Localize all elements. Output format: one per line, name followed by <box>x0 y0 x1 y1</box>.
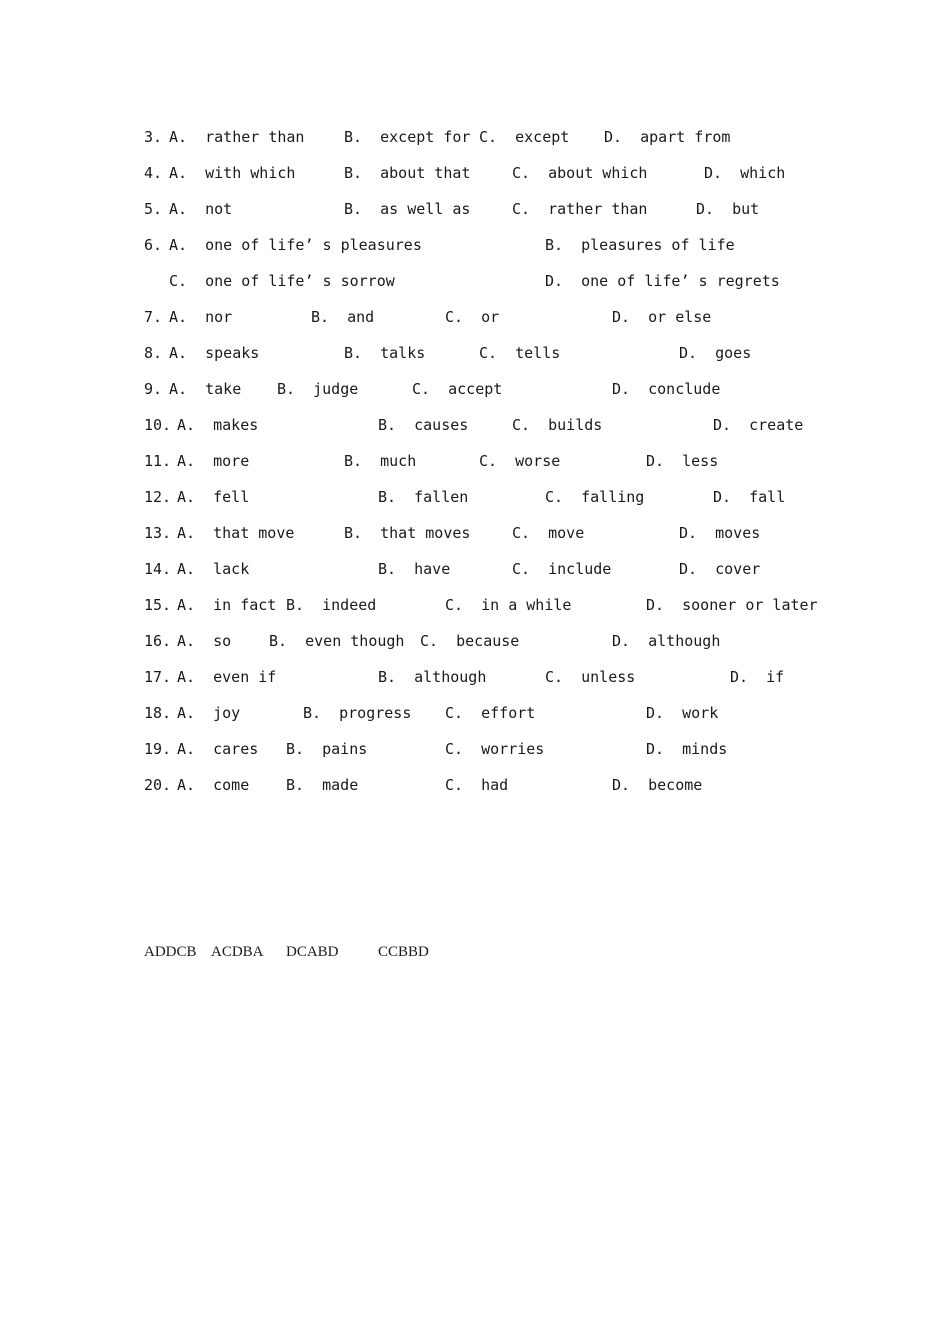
question-number: 12. <box>144 488 172 506</box>
option-d: D. work <box>646 704 719 722</box>
option-b: B. judge <box>277 380 359 398</box>
option-a: A. so <box>177 632 232 650</box>
option-b: B. pains <box>286 740 368 758</box>
option-a: A. more <box>177 452 250 470</box>
option-c: C. unless <box>545 668 636 686</box>
option-a: A. cares <box>177 740 259 758</box>
option-d: D. moves <box>679 524 761 542</box>
option-c: C. one of life’ s sorrow <box>169 272 395 290</box>
option-c: C. because <box>420 632 520 650</box>
option-b: B. and <box>311 308 375 326</box>
option-b: B. indeed <box>286 596 377 614</box>
option-a: A. one of life’ s pleasures <box>169 236 422 254</box>
question-row <box>0 126 950 148</box>
option-a: A. in fact <box>177 596 277 614</box>
option-a: A. with which <box>169 164 296 182</box>
option-a: A. that move <box>177 524 295 542</box>
question-row <box>0 594 950 616</box>
option-d: D. if <box>730 668 785 686</box>
option-c: C. accept <box>412 380 503 398</box>
option-a: A. rather than <box>169 128 305 146</box>
question-row <box>0 774 950 796</box>
option-c: C. rather than <box>512 200 648 218</box>
option-b: B. fallen <box>378 488 469 506</box>
question-row <box>0 342 950 364</box>
option-b: B. although <box>378 668 487 686</box>
question-row <box>0 306 950 328</box>
option-a: A. not <box>169 200 233 218</box>
option-a: A. take <box>169 380 242 398</box>
question-row <box>0 162 950 184</box>
option-c: C. about which <box>512 164 648 182</box>
question-number: 19. <box>144 740 172 758</box>
option-c: C. builds <box>512 416 603 434</box>
option-c: C. except <box>479 128 570 146</box>
question-number: 3. <box>144 128 163 146</box>
option-a: A. lack <box>177 560 250 578</box>
option-d: D. fall <box>713 488 786 506</box>
option-a: A. speaks <box>169 344 260 362</box>
option-a: A. even if <box>177 668 277 686</box>
option-a: A. makes <box>177 416 259 434</box>
question-number: 6. <box>144 236 163 254</box>
option-d: D. minds <box>646 740 728 758</box>
option-b: B. as well as <box>344 200 471 218</box>
option-d: D. although <box>612 632 721 650</box>
option-d: D. sooner or later <box>646 596 818 614</box>
question-number: 7. <box>144 308 163 326</box>
option-c: C. tells <box>479 344 561 362</box>
question-number: 9. <box>144 380 163 398</box>
option-b: B. about that <box>344 164 471 182</box>
question-number: 18. <box>144 704 172 722</box>
option-d: D. one of life’ s regrets <box>545 272 780 290</box>
question-row-continued <box>0 270 950 292</box>
answer-key <box>0 941 950 963</box>
answer-group: ADDCB <box>144 944 197 960</box>
option-d: D. which <box>704 164 786 182</box>
answer-group: CCBBD <box>378 944 429 960</box>
option-c: C. effort <box>445 704 536 722</box>
question-row <box>0 198 950 220</box>
option-c: C. had <box>445 776 509 794</box>
option-d: D. but <box>696 200 760 218</box>
option-a: A. nor <box>169 308 233 326</box>
option-c: C. include <box>512 560 612 578</box>
question-row <box>0 522 950 544</box>
question-row <box>0 414 950 436</box>
question-number: 11. <box>144 452 172 470</box>
option-d: D. create <box>713 416 804 434</box>
question-row <box>0 558 950 580</box>
option-c: C. worse <box>479 452 561 470</box>
option-b: B. causes <box>378 416 469 434</box>
option-c: C. falling <box>545 488 645 506</box>
option-b: B. have <box>378 560 451 578</box>
question-row <box>0 738 950 760</box>
option-a: A. joy <box>177 704 241 722</box>
question-row <box>0 234 950 256</box>
question-row <box>0 666 950 688</box>
question-number: 5. <box>144 200 163 218</box>
question-row <box>0 486 950 508</box>
question-number: 20. <box>144 776 172 794</box>
option-b: B. that moves <box>344 524 471 542</box>
option-c: C. or <box>445 308 500 326</box>
option-c: C. move <box>512 524 585 542</box>
option-b: B. except for <box>344 128 471 146</box>
question-number: 17. <box>144 668 172 686</box>
option-d: D. conclude <box>612 380 721 398</box>
question-number: 15. <box>144 596 172 614</box>
question-row <box>0 702 950 724</box>
option-b: B. even though <box>269 632 405 650</box>
option-d: D. cover <box>679 560 761 578</box>
question-number: 14. <box>144 560 172 578</box>
answer-group: DCABD <box>286 944 339 960</box>
option-b: B. progress <box>303 704 412 722</box>
question-number: 4. <box>144 164 163 182</box>
option-b: B. pleasures of life <box>545 236 735 254</box>
question-row <box>0 630 950 652</box>
option-b: B. talks <box>344 344 426 362</box>
option-a: A. come <box>177 776 250 794</box>
option-b: B. much <box>344 452 417 470</box>
option-d: D. become <box>612 776 703 794</box>
option-d: D. apart from <box>604 128 731 146</box>
option-a: A. fell <box>177 488 250 506</box>
option-d: D. goes <box>679 344 752 362</box>
option-d: D. or else <box>612 308 712 326</box>
question-number: 8. <box>144 344 163 362</box>
option-c: C. in a while <box>445 596 572 614</box>
option-d: D. less <box>646 452 719 470</box>
question-row <box>0 378 950 400</box>
question-number: 16. <box>144 632 172 650</box>
answer-group: ACDBA <box>211 944 264 960</box>
option-c: C. worries <box>445 740 545 758</box>
question-number: 13. <box>144 524 172 542</box>
option-b: B. made <box>286 776 359 794</box>
question-row <box>0 450 950 472</box>
question-number: 10. <box>144 416 172 434</box>
